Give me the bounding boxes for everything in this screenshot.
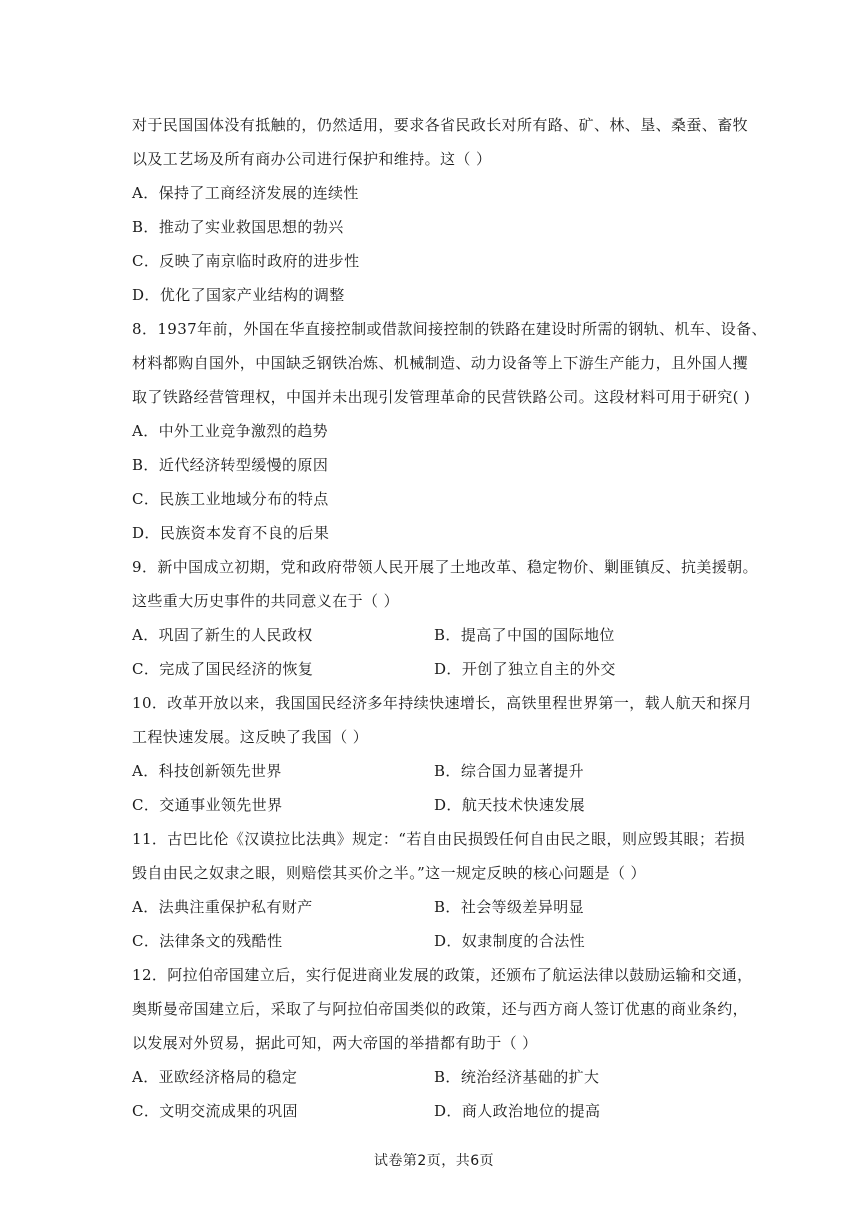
question-8-stem-line-3: 取了铁路经营管理权，中国并未出现引发管理革命的民营铁路公司。这段材料可用于研究( ) xyxy=(132,388,751,406)
question-12-stem-line-3: 以发展对外贸易，据此可知，两大帝国的举措都有助于（ ） xyxy=(132,1034,538,1052)
question-12-option-c: C．文明交流成果的巩固 xyxy=(132,1102,298,1120)
question-9-option-b: B．提高了中国的国际地位 xyxy=(434,626,615,644)
question-8-option-b: B．近代经济转型缓慢的原因 xyxy=(132,456,329,474)
question-8 xyxy=(132,312,772,550)
question-12-stem-line-2: 奥斯曼帝国建立后，采取了与阿拉伯帝国类似的政策，还与西方商人签订优惠的商业条约， xyxy=(132,1000,749,1018)
question-8-option-c: C．民族工业地域分布的特点 xyxy=(132,490,329,508)
question-10-stem-line-2: 工程快速发展。这反映了我国（ ） xyxy=(132,728,369,746)
question-7 xyxy=(132,108,772,312)
question-7-option-c: C．反映了南京临时政府的进步性 xyxy=(132,252,360,270)
question-12 xyxy=(132,958,772,1128)
question-7-stem-line-1: 对于民国国体没有抵触的，仍然适用，要求各省民政长对所有路、矿、林、垦、桑蚕、畜牧 xyxy=(132,116,749,134)
question-11-options-row-2 xyxy=(132,924,772,958)
question-9-option-c: C．完成了国民经济的恢复 xyxy=(132,660,314,678)
question-8-stem-line-1: 8．1937年前，外国在华直接控制或借款间接控制的铁路在建设时所需的钢轨、机车、设备、 xyxy=(132,320,767,338)
question-11 xyxy=(132,822,772,958)
question-10-option-d: D．航天技术快速发展 xyxy=(434,796,586,814)
question-9-option-a: A．巩固了新生的人民政权 xyxy=(132,626,313,644)
question-8-stem-line-2: 材料都购自国外，中国缺乏钢铁冶炼、机械制造、动力设备等上下游生产能力，且外国人攫 xyxy=(132,354,749,372)
question-12-options-row-1 xyxy=(132,1060,772,1094)
question-11-option-c: C．法律条文的残酷性 xyxy=(132,932,283,950)
question-7-option-b: B．推动了实业救国思想的勃兴 xyxy=(132,218,344,236)
question-11-option-d: D．奴隶制度的合法性 xyxy=(434,932,586,950)
question-11-options-row-1 xyxy=(132,890,772,924)
question-8-option-d: D．民族资本发育不良的后果 xyxy=(132,524,330,542)
question-11-stem-line-1: 11．古巴比伦《汉谟拉比法典》规定：“若自由民损毁任何自由民之眼，则应毁其眼；若损 xyxy=(132,830,746,848)
page-footer: 试卷第2页，共6页 xyxy=(373,1153,495,1169)
question-9-options-row-2 xyxy=(132,652,772,686)
question-9-option-d: D．开创了独立自主的外交 xyxy=(434,660,616,678)
question-7-stem-line-2: 以及工艺场及所有商办公司进行保护和维持。这（ ） xyxy=(132,150,492,168)
question-10-options-row-1 xyxy=(132,754,772,788)
question-10-stem-line-1: 10．改革开放以来，我国国民经济多年持续快速增长，高铁里程世界第一，载人航天和探月 xyxy=(132,694,753,712)
question-9 xyxy=(132,550,772,686)
question-10 xyxy=(132,686,772,822)
question-10-option-a: A．科技创新领先世界 xyxy=(132,762,282,780)
question-10-option-c: C．交通事业领先世界 xyxy=(132,796,283,814)
question-10-option-b: B．综合国力显著提升 xyxy=(434,762,585,780)
question-9-options-row-1 xyxy=(132,618,772,652)
question-7-option-d: D．优化了国家产业结构的调整 xyxy=(132,286,345,304)
question-11-stem-line-2: 毁自由民之奴隶之眼，则赔偿其买价之半。”这一规定反映的核心问题是（ ） xyxy=(132,864,646,882)
question-8-option-a: A．中外工业竞争激烈的趋势 xyxy=(132,422,329,440)
question-12-option-d: D．商人政治地位的提高 xyxy=(434,1102,601,1120)
question-12-option-a: A．亚欧经济格局的稳定 xyxy=(132,1068,298,1086)
question-9-stem-line-1: 9．新中国成立初期，党和政府带领人民开展了土地改革、稳定物价、剿匪镇反、抗美援朝。 xyxy=(132,558,758,576)
question-9-stem-line-2: 这些重大历史事件的共同意义在于（ ） xyxy=(132,592,399,610)
question-10-options-row-2 xyxy=(132,788,772,822)
question-12-options-row-2 xyxy=(132,1094,772,1128)
exam-content xyxy=(132,108,772,1128)
question-12-option-b: B．统治经济基础的扩大 xyxy=(434,1068,600,1086)
question-11-option-b: B．社会等级差异明显 xyxy=(434,898,585,916)
question-11-option-a: A．法典注重保护私有财产 xyxy=(132,898,313,916)
question-12-stem-line-1: 12．阿拉伯帝国建立后，实行促进商业发展的政策，还颁布了航运法律以鼓励运输和交通， xyxy=(132,966,753,984)
question-7-option-a: A．保持了工商经济发展的连续性 xyxy=(132,184,359,202)
